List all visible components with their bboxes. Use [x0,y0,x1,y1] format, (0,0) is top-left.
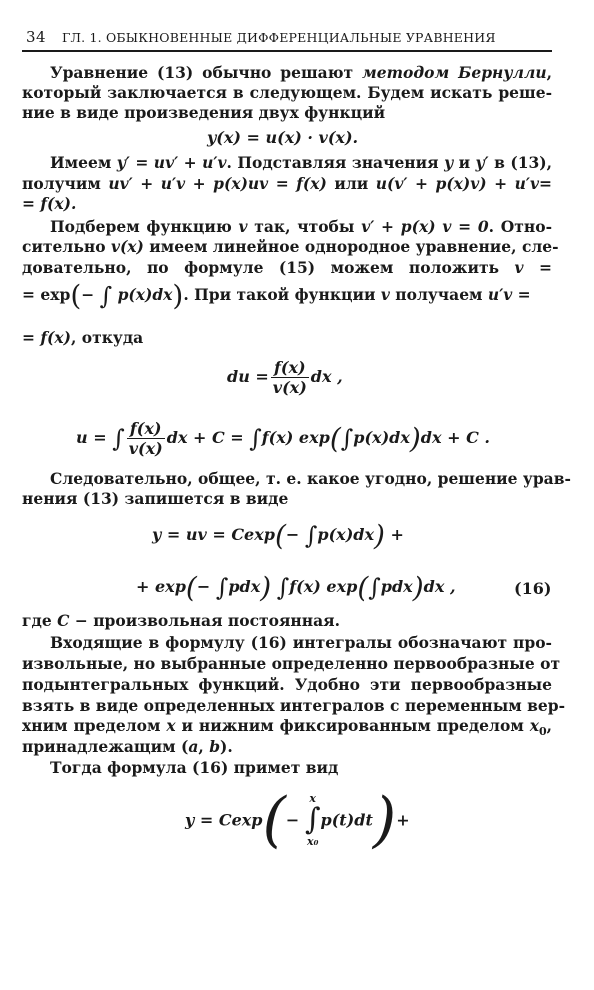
para6-line6: принадлежащим (a, b). [22,737,233,756]
para4-line1: Следовательно, общее, т. е. какое угодно, решение урав- [50,469,571,488]
para6-line2: извольные, но выбранные определенно первообразные от [22,654,561,673]
para3-line5: = f(x), откуда [22,328,144,347]
para3-line1: Подберем функцию v так, чтобы v′ + p(x) v = 0. Отно- [50,217,553,236]
equation-du: du = $\frac{f(x)}{v(x)}$ dx , [227,358,343,397]
para6-line4: взять в виде определенных интегралов с переменным вер- [22,696,566,715]
para3-line4: = exp(− ∫ p(x)dx). При такой функции v получаем u′v = [22,279,531,312]
para6-line5: хним пределом x и нижним фиксированным пределом $x_0$, [22,716,553,739]
equation-product: y(x) = u(x) · v(x). [207,128,359,147]
para6-line3: подынтегральных функций. Удобно эти первообразные [22,675,552,694]
para2-line3: = f(x). [22,194,77,213]
para3-line3: довательно, по формуле (15) можем положить v = [22,258,553,277]
page-number: 34 [26,28,47,46]
equation-16-line2: + exp(− ∫pdx) ∫f(x) exp(∫pdx)dx , [136,571,456,604]
para7-line1: Тогда формула (16) примет вид [50,758,339,777]
running-title: ГЛ. 1. ОБЫКНОВЕННЫЕ ДИФФЕРЕНЦИАЛЬНЫЕ УРАВНЕНИЯ [62,30,496,45]
para1-line2: который заключается в следующем. Будем искать реше- [22,83,552,102]
equation-final: y = Cexp(− x ∫ x₀p(t)dt)+ [185,785,410,855]
para1-line3: ние в виде произведения двух функций [22,103,386,122]
page-header [22,28,552,52]
para2-line1: Имеем y′ = uv′ + u′v. Подставляя значения y и y′ в (13), [50,153,552,172]
equation-number-16: (16) [514,579,552,598]
para4-line2: нения (13) запишется в виде [22,489,289,508]
para5-line1: где C − произвольная постоянная. [22,611,341,630]
para3-line2: сительно v(x) имеем линейное однородное уравнение, сле- [22,237,559,256]
para6-line1: Входящие в формулу (16) интегралы обозначают про- [50,633,552,652]
para1-line1: Уравнение (13) обычно решают методом Бернулли, [50,63,552,82]
para2-line2: получим uv′ + u′v + p(x)uv = f(x) или u(v′ + p(x)v) + u′v= [22,174,552,193]
equation-u: u = ∫ $\frac{f(x)}{v(x)}$ dx + C = ∫f(x) exp(∫p(x)dx)dx + C . [76,419,490,458]
equation-16-line1: y = uv = Cexp(− ∫p(x)dx) + [152,519,404,552]
